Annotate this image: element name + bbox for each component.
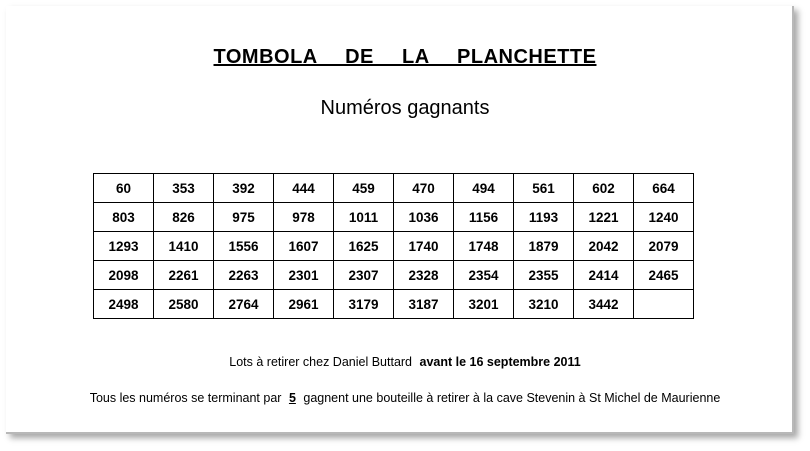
document-title: TOMBOLA DE LA PLANCHETTE bbox=[213, 46, 597, 68]
number-cell: 1240 bbox=[634, 203, 694, 232]
pickup-text: Lots à retirer chez Daniel Buttard bbox=[229, 355, 413, 369]
number-cell: 1607 bbox=[274, 232, 334, 261]
number-cell: 470 bbox=[394, 174, 454, 203]
number-cell: 2355 bbox=[514, 261, 574, 290]
number-cell: 353 bbox=[154, 174, 214, 203]
number-cell: 459 bbox=[334, 174, 394, 203]
document-subtitle: Numéros gagnants bbox=[320, 97, 490, 119]
number-cell: 2301 bbox=[274, 261, 334, 290]
number-cell: 2098 bbox=[94, 261, 154, 290]
number-cell: 444 bbox=[274, 174, 334, 203]
number-cell: 1625 bbox=[334, 232, 394, 261]
pickup-deadline: avant le 16 septembre 2011 bbox=[419, 355, 581, 369]
table-row bbox=[94, 290, 694, 319]
pickup-note bbox=[0, 355, 810, 369]
number-cell: 803 bbox=[94, 203, 154, 232]
winning-numbers-table bbox=[93, 173, 694, 319]
number-cell: 826 bbox=[154, 203, 214, 232]
number-cell: 1193 bbox=[514, 203, 574, 232]
bonus-suffix: gagnent une bouteille à retirer à la cave Stevenin à St Michel de Maurienne bbox=[303, 391, 721, 405]
number-cell: 1556 bbox=[214, 232, 274, 261]
number-cell: 2307 bbox=[334, 261, 394, 290]
bonus-prefix: Tous les numéros se terminant par bbox=[89, 391, 282, 405]
number-cell: 1879 bbox=[514, 232, 574, 261]
number-cell: 602 bbox=[574, 174, 634, 203]
bonus-note bbox=[0, 391, 810, 405]
number-cell: 975 bbox=[214, 203, 274, 232]
number-cell: 1293 bbox=[94, 232, 154, 261]
number-cell: 494 bbox=[454, 174, 514, 203]
number-cell: 392 bbox=[214, 174, 274, 203]
number-cell: 2498 bbox=[94, 290, 154, 319]
table-row bbox=[94, 232, 694, 261]
table-row bbox=[94, 203, 694, 232]
table-row bbox=[94, 174, 694, 203]
number-cell: 561 bbox=[514, 174, 574, 203]
number-cell: 2328 bbox=[394, 261, 454, 290]
number-cell: 664 bbox=[634, 174, 694, 203]
number-cell: 2414 bbox=[574, 261, 634, 290]
number-cell: 2580 bbox=[154, 290, 214, 319]
number-cell: 1221 bbox=[574, 203, 634, 232]
number-cell: 2764 bbox=[214, 290, 274, 319]
number-cell: 2961 bbox=[274, 290, 334, 319]
number-cell: 3442 bbox=[574, 290, 634, 319]
number-cell: 3179 bbox=[334, 290, 394, 319]
number-cell: 2354 bbox=[454, 261, 514, 290]
number-cell: 3187 bbox=[394, 290, 454, 319]
number-cell: 1036 bbox=[394, 203, 454, 232]
bonus-digit: 5 bbox=[288, 391, 296, 405]
number-cell: 1156 bbox=[454, 203, 514, 232]
number-cell: 2042 bbox=[574, 232, 634, 261]
number-cell: 1740 bbox=[394, 232, 454, 261]
table-row bbox=[94, 261, 694, 290]
number-cell: 1011 bbox=[334, 203, 394, 232]
number-cell bbox=[634, 290, 694, 319]
number-cell: 3201 bbox=[454, 290, 514, 319]
number-cell: 2261 bbox=[154, 261, 214, 290]
number-cell: 60 bbox=[94, 174, 154, 203]
number-cell: 2465 bbox=[634, 261, 694, 290]
number-cell: 2079 bbox=[634, 232, 694, 261]
number-cell: 2263 bbox=[214, 261, 274, 290]
number-cell: 1748 bbox=[454, 232, 514, 261]
number-cell: 1410 bbox=[154, 232, 214, 261]
number-cell: 3210 bbox=[514, 290, 574, 319]
number-cell: 978 bbox=[274, 203, 334, 232]
